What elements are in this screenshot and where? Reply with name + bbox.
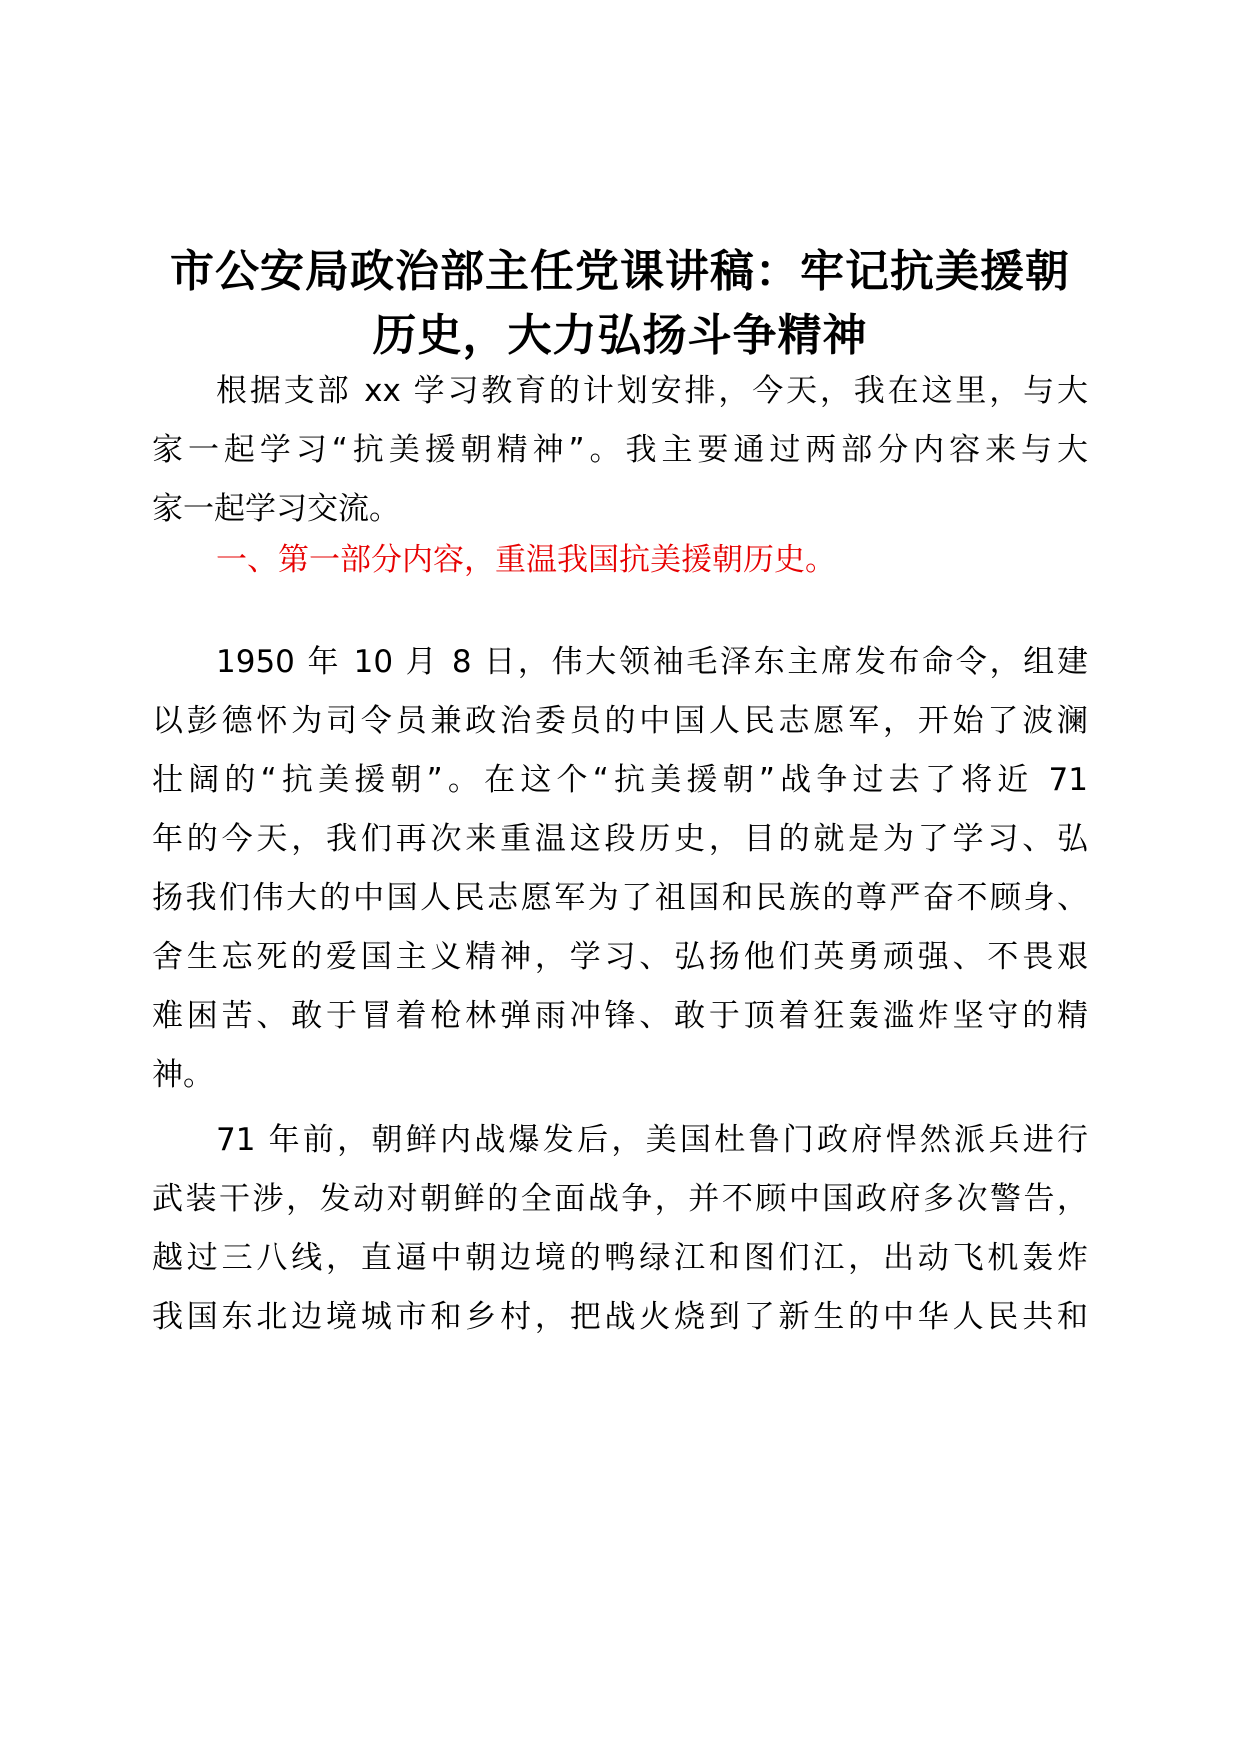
paragraph-background xyxy=(152,1111,1088,1347)
paragraph-line: 年的今天，我们再次来重温这段历史，目的就是为了学习、弘 xyxy=(152,821,1088,857)
paragraph-line: 壮阔的“抗美援朝”。在这个“抗美援朝”战争过去了将近 71 xyxy=(152,762,1088,798)
paragraph-line: 我国东北边境城市和乡村，把战火烧到了新生的中华人民共和 xyxy=(152,1299,1088,1335)
paragraph-line: 武装干涉，发动对朝鲜的全面战争，并不顾中国政府多次警告， xyxy=(152,1181,1088,1217)
title-line-1: 市公安局政治部主任党课讲稿：牢记抗美援朝 xyxy=(170,246,1070,297)
paragraph-line: 扬我们伟大的中国人民志愿军为了祖国和民族的尊严奋不顾身、 xyxy=(152,880,1088,916)
paragraph-line: 家一起学习交流。 xyxy=(152,491,400,527)
paragraph-line: 难困苦、敢于冒着枪林弹雨冲锋、敢于顶着狂轰滥炸坚守的精 xyxy=(152,998,1088,1034)
paragraph-line: 家一起学习“抗美援朝精神”。我主要通过两部分内容来与大 xyxy=(152,432,1088,468)
paragraph-line: 71 年前，朝鲜内战爆发后，美国杜鲁门政府悍然派兵进行 xyxy=(216,1122,1088,1158)
section-heading: 一、第一部分内容，重温我国抗美援朝历史。 xyxy=(216,542,836,578)
paragraph-line: 根据支部 xx 学习教育的计划安排，今天，我在这里，与大 xyxy=(216,373,1088,409)
title-line-2: 历史，大力弘扬斗争精神 xyxy=(372,310,868,361)
paragraph-line: 1950 年 10 月 8 日，伟大领袖毛泽东主席发布命令，组建 xyxy=(216,644,1088,680)
paragraph-intro xyxy=(152,362,1088,539)
document-title xyxy=(150,240,1090,368)
paragraph-line: 舍生忘死的爱国主义精神，学习、弘扬他们英勇顽强、不畏艰 xyxy=(152,939,1088,975)
paragraph-line: 越过三八线，直逼中朝边境的鸭绿江和图们江，出动飞机轰炸 xyxy=(152,1240,1088,1276)
paragraph-history xyxy=(152,633,1088,1105)
paragraph-line: 以彭德怀为司令员兼政治委员的中国人民志愿军，开始了波澜 xyxy=(152,703,1088,739)
paragraph-line: 神。 xyxy=(152,1057,214,1093)
